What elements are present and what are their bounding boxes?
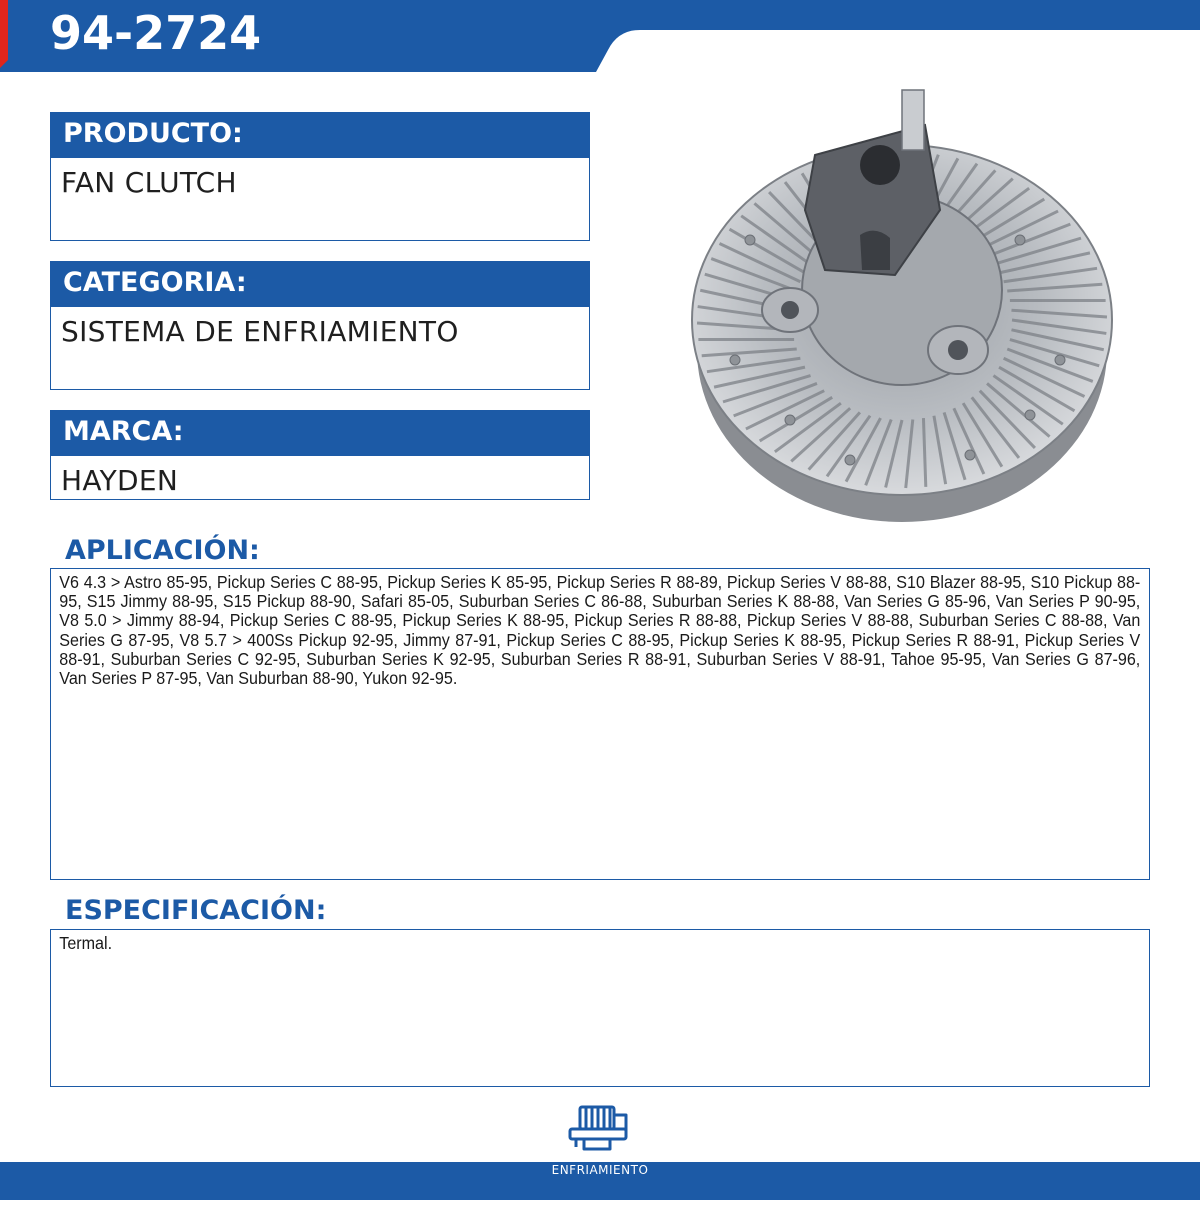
aplicacion-title: APLICACIÓN: (65, 535, 260, 566)
especificacion-title: ESPECIFICACIÓN: (65, 895, 326, 926)
aplicacion-box (50, 568, 1150, 880)
marca-box (50, 456, 590, 500)
producto-value: FAN CLUTCH (61, 166, 237, 199)
marca-label: MARCA: (63, 416, 184, 447)
marca-header (50, 410, 590, 456)
footer-bar (0, 1155, 1200, 1200)
water-pump-icon (566, 1103, 638, 1161)
categoria-header (50, 261, 590, 307)
marca-value: HAYDEN (61, 464, 178, 497)
categoria-value: SISTEMA DE ENFRIAMIENTO (61, 315, 459, 348)
producto-box (50, 158, 590, 241)
producto-label: PRODUCTO: (63, 118, 243, 149)
aplicacion-text: V6 4.3 > Astro 85-95, Pickup Series C 88-95, Pickup Series K 85-95, Pickup Series R 88-89, Pickup Series V 88-88, S10 Blazer 88-95, S10 Pickup 88-95, S15 Jimmy 88-95, S15 Pickup 88-90, Safari 85-05, Suburban Series C 86-88, Suburban Series K 88-88, Van Series G 85-96, Van Series P 90-95, V8 5.0 > Jimmy 88-94, Pickup Series C 88-95, Pickup Series K 88-95, Pickup Series R 88-88, Pickup Series V 88-88, Suburban Series C 88-88, Van Series G 87-95, V8 5.7 > 400Ss Pickup 92-95, Jimmy 87-91, Pickup Series C 88-95, Pickup Series K 88-95, Pickup Series R 88-91, Pickup Series V 88-91, Suburban Series C 92-95, Suburban Series K 92-95, Suburban Series R 88-91, Suburban Series V 88-91, Tahoe 95-95, Van Series G 87-96, Van Series P 87-95, Van Suburban 88-90, Yukon 92-95. (51, 569, 1149, 688)
fan-clutch-image (640, 60, 1180, 530)
categoria-label: CATEGORIA: (63, 267, 247, 298)
part-number: 94-2724 (50, 6, 261, 60)
categoria-box (50, 307, 590, 390)
producto-header (50, 112, 590, 158)
especificacion-box (50, 929, 1150, 1087)
footer-category-label: ENFRIAMIENTO (500, 1163, 700, 1177)
especificacion-text: Termal. (51, 930, 1149, 953)
